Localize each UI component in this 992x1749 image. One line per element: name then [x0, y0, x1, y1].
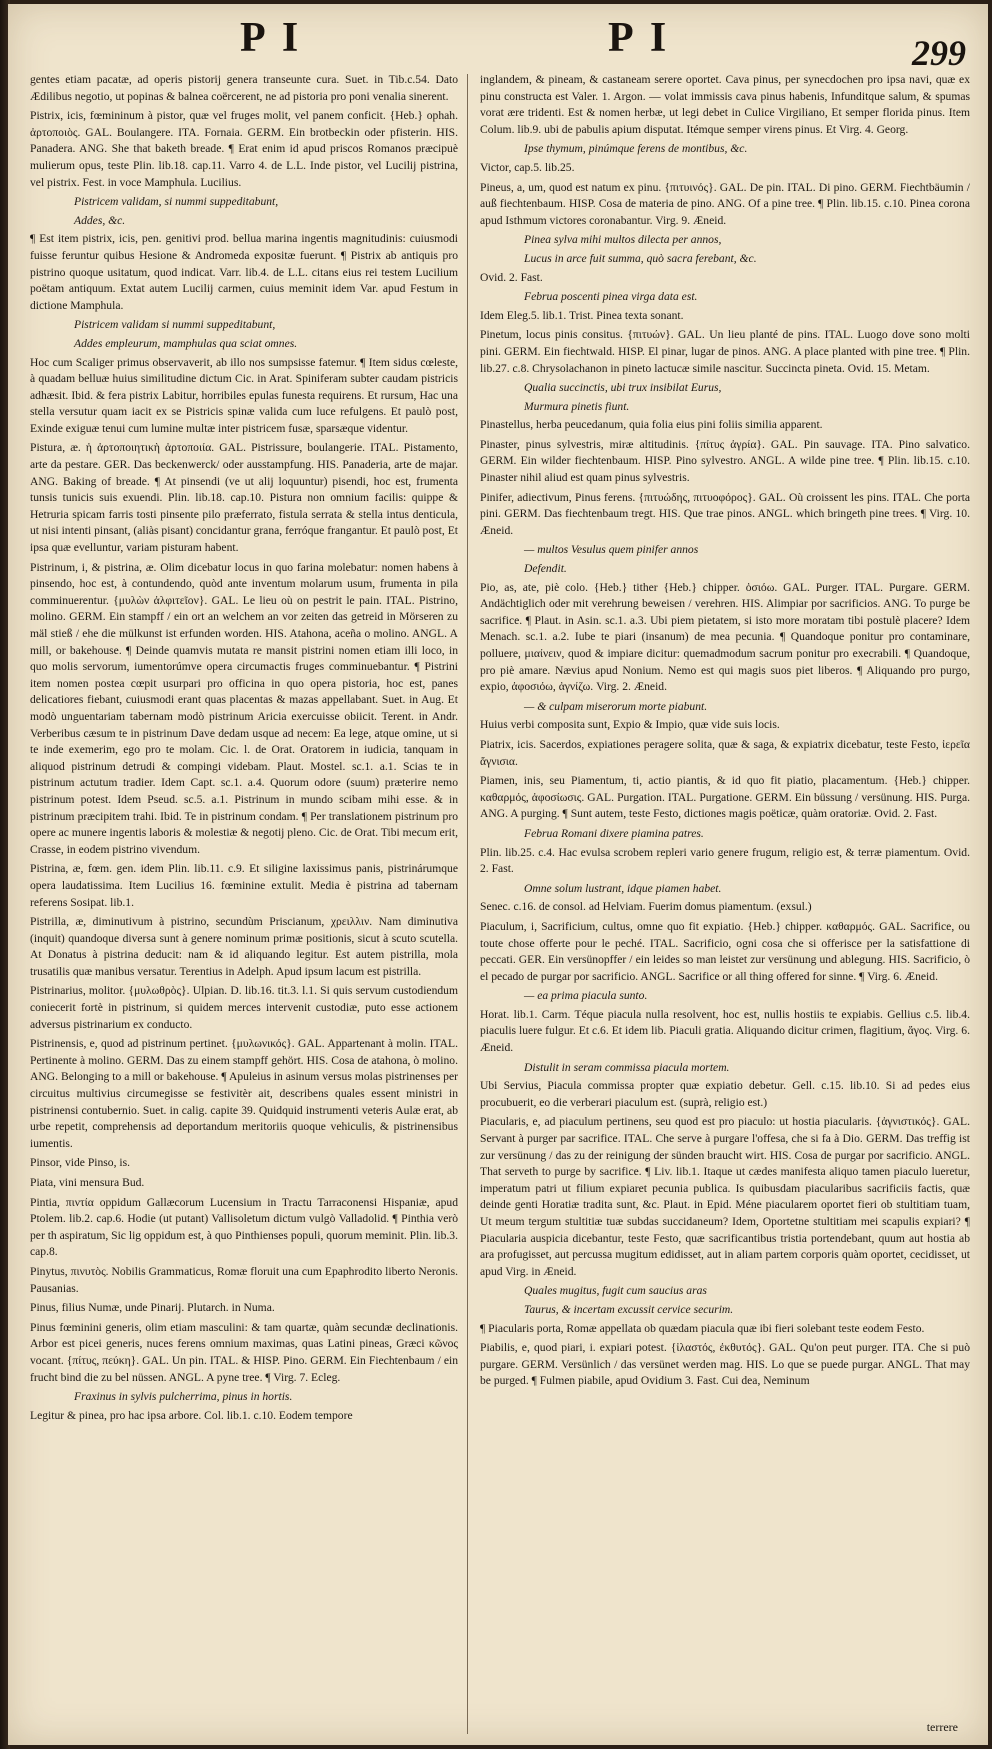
running-header-right: P I — [608, 15, 671, 61]
catchword: terrere — [926, 1720, 958, 1734]
dictionary-entry: Piacularis, e, ad piaculum pertinens, seu quod est pro piaculo: ut hostia piacularis. {ἁγνιστικός}. GAL. Servant à purger par sacrifice. ITAL. Che serve à purgare l'offesa, che si fa à Dio. GERM. Das treffig ist zur versünung / das zu der reinigung der sünden braucht wirt. HIS. Cosa de purgar por sacrificio. ANGL. That serveth to purge by sacrifice. ¶ Liv. lib.1. Itaque ut cædes manifesta aliquo tamen piaculo lueretur, imperatum patri ut filium expiaret pecunia publica. Is quibusdam piacularibus sacrificiis factis, quæ deinde genti Horatiæ tradita sunt, &c. Plaut. in Epid. Méne piacularem oportet fieri ob stultitiam tuam, Ut meum tergum stultitiæ tuæ subdas succidaneum? Idem, Oportetne stultitiam mei scapulis expiari? ¶ Piacularia auspicia dicebantur, teste Festo, quæ sacrificantibus tristia portendebant, quum aut hostia ab ara profugisset, aut percussa mugitum edidisset, aut in aliam partem corporis quàm oportet, cecidisset, ut apud Virg. in Æneid. — [480, 1115, 970, 1278]
dictionary-entry: Pistrinum, i, & pistrina, æ. Olim dicebatur locus in quo farina molebatur: nomen habens à pinsendo, hoc est, à contundendo, quòd ante inventum molarum usum, frumenta in pila comminuerentur. {μυλὼν ἀλφιτεῖον}. GAL. Le lieu où on pestrit le pain. ITAL. Pistrino, molino. GERM. Ein stampff / ein ort an welchem an vor zeiten das getreid in Mörseren zu mäl stieß / ehe die mülkunst ist erfunden worden. HIS. Atahona, aceña o molino. ANGL. A mill, or bakehouse. ¶ Deinde quamvis mutata re mansit pistrini nomen etiam illi loco, in quo molis servorum, iumentorúmve opera circumactis fruges comminuebantur. ¶ Pistrini item nomen postea cœpit usurpari pro officina in quo opera pistoria, hoc est, panes delicatiores fiebant, cuiusmodi erant quas placentas & mazas appellabant. Suet. in Aug. Et modò unguentariam tabernam modò pistrinum Aricia exercuisse obiicit. Terent. in Andr. Verberibus cæsum te in pistrinum Dave dedam usque ad necem: Ea lege, atque omine, ut si te inde exemerim, ego pro te molam. Cic. l. de Orat. Oratorem in iudicia, tanquam in aliquod pistrinum detrudi & compingi videbam. Plaut. Mostel. sc.1. a.1. Scias te in pistrinum actutum tradier. Idem Capt. sc.1. a.4. Quorum odore (suum) præterire nemo pistrinum potest. Idem Pseud. sc.5. a.1. Pistrinum in mundo scibam mihi esse. & in pistrinum præcipitem trahi. Ibid. Te in pistrinum condam. ¶ Per translationem pistrinum pro opere ac munere ingentis laboris & molestiæ & negotij pleno. Cic. de Orat. Tibi mecum erit, Crasse, in eodem pistrino vivendum. — [30, 560, 458, 856]
dictionary-entry: Pinastellus, herba peucedanum, quia folia eius pini foliis similia apparent. — [480, 418, 823, 432]
dictionary-page — [8, 4, 988, 1745]
dictionary-entry: Hoc cum Scaliger primus observaverit, ab illo nos sumpsisse fatemur. ¶ Item sidus cœleste, à quadam belluæ huius similitudine dictum Cic. in Arat. Spiniferam subter caudam pistricis adhæsit. Ibid. & fera pistrix Labitur, horribiles epulas funesta requirens. Et rursum, Hac una stella versutur quam iacit ex se Pistricis spinæ valida cum luce refulgens. Et paulò post, Exinde exiguæ tenui cum lumine multæ inter pistricem fusæ, sparsæque videntur. — [30, 355, 458, 435]
running-header-left: P I — [240, 15, 303, 61]
dictionary-entry: Pineus, a, um, quod est natum ex pinu. {πιτυινός}. GAL. De pin. ITAL. Di pino. GERM. Fiechtbäumin / auß fiechtenbaum. HISP. Cosa de materia de pino. ANG. Of a pine tree. ¶ Plin. lib.15. c.10. Pinea corona apud Isthmum victores coronabantur. Virg. 9. Æneid. — [480, 180, 970, 227]
dictionary-entry: Pinetum, locus pinis consitus. {πιτυών}. GAL. Un lieu planté de pins. ITAL. Luogo dove sono molti pini. GERM. Ein fiechtwald. HISP. El pinar, lugar de pinos. ANG. A place planted with pine tree. ¶ Plin. lib.27. c.8. Chrysolachanon in pineto lactucæ simile nascitur. Succincta pineta. Ovid. 15. Metam. — [480, 328, 970, 375]
left-column — [30, 72, 458, 1742]
verse-quote: Distulit in seram commissa piacula mortem. — [524, 1060, 730, 1074]
dictionary-entry: Pistrina, æ, fœm. gen. idem Plin. lib.11. c.9. Et siligine laxissimus panis, pistrinárumque opera laudatissima. Item Lucilius 16. fœminine extulit. Media è pistrina ad tabernam referens Sosipat. lib.1. — [30, 862, 458, 909]
verse-quote: Fraxinus in sylvis pulcherrima, pinus in hortis. — [74, 1390, 293, 1404]
verse-quote: Addes, &c. — [74, 213, 126, 227]
verse-quote: Omne solum lustrant, idque piamen habet. — [524, 881, 722, 895]
verse-quote: Februa poscenti pinea virga data est. — [524, 290, 698, 304]
dictionary-entry: Huius verbi composita sunt, Expio & Impio, quæ vide suis locis. — [480, 718, 780, 732]
dictionary-entry: Ovid. 2. Fast. — [480, 270, 543, 284]
dictionary-entry: Pistrilla, æ, diminutivum à pistrino, secundùm Priscianum, χρειλλιν. Nam diminutiva (inquit) quandoque diversa sunt à genere nominum primæ positionis, sicut à scuto scutella. At Donatus à pistrina deducit: nam & id aliquando legitur. Est autem pistrilla, mola trusatilis quæ manibus versatur. Terentius in Adelph. Apud ipsum lacum est pistrilla. — [30, 915, 458, 978]
verse-quote: Lucus in arce fuit summa, quò sacra ferebant, &c. — [524, 251, 757, 265]
verse-quote: — & culpam miserorum morte piabunt. — [524, 699, 708, 713]
dictionary-entry: Pinsor, vide Pinso, is. — [30, 1156, 131, 1170]
dictionary-entry: Piatrix, icis. Sacerdos, expiationes peragere solita, quæ & saga, & expiatrix dicebatur, teste Festo, ἱερεῖα ἄγνισια. — [480, 737, 970, 768]
dictionary-entry: Plin. lib.25. c.4. Hac evulsa scrobem repleri vario genere frugum, religio est, & terræ piamentum. Ovid. 2. Fast. — [480, 845, 970, 876]
verse-quote: Pinea sylva mihi multos dilecta per annos, — [524, 233, 722, 247]
dictionary-entry: Pistrix, icis, fœmininum à pistor, quæ vel fruges molit, vel panem conficit. {Heb.} ophah. ἀρτοποιὸς. GAL. Boulangere. ITA. Fornaia. GERM. Ein brotbeckin oder pfisterin. HIS. Panadera. ANG. She that baketh breade. ¶ Erat enim id apud priscos Romanos præcipuè mulierum opus, teste Plin. lib.18. cap.11. Varro 4. de L.L. Inde pistor, vel Lucilij pistrina, vel pistrix. Fest. in voce Mamphula. Lucilius. — [30, 109, 458, 189]
verse-quote: Pistricem validam si nummi suppeditabunt, — [74, 318, 276, 332]
dictionary-entry: Pio, as, ate, piè colo. {Heb.} tither {Heb.} chipper. ὁσιόω. GAL. Purger. ITAL. Purgare. GERM. Andächtiglich oder mit verehrung beweisen / verehren. HIS. Alimpiar por sacrificios. ANG. To purge be sacrifice. ¶ Plaut. in Asin. sc.1. a.3. Ubi piem pietatem, si isto more moratam tibi postulè placere? Idem Menach. sc.1. a.2. Iube te piari (insanum) de mea pecunia. ¶ Quandoque ponitur pro contaminare, polluere, μιαίνειν, quod & impiare dicitur: quemadmodum sacrum ponitur pro execrabili. ¶ Quandoque, pro piè amare. Nævius apud Nonium. Nemo est qui magis suos piet liberos. ¶ Aliquando pro purgo, expio, ἀφοσιόω, ἁγνίζω. Virg. 2. Æneid. — [480, 580, 970, 694]
dictionary-entry: Pinifer, adiectivum, Pinus ferens. {πιτυώδης, πιτυοφόρος}. GAL. Où croissent les pins. ITAL. Che porta pini. GERM. Das fiechtenbaum tregt. HIS. Que trae pinos. ANGL. which bringeth pine trees. ¶ Virg. 10. Æneid. — [480, 490, 970, 537]
dictionary-entry: Idem Eleg.5. lib.1. Trist. Pinea texta sonant. — [480, 308, 684, 322]
verse-quote: Quales mugitus, fugit cum saucius aras — [524, 1284, 707, 1298]
verse-quote: Murmura pinetis fiunt. — [524, 399, 630, 413]
dictionary-entry: Ubi Servius, Piacula commissa propter quæ expiatio debetur. Gell. c.15. lib.10. Si ad pedes eius procubuerit, eo die verberari piaculum est. (suprà, religio est.) — [480, 1079, 970, 1109]
dictionary-entry: Pinus fœminini generis, olim etiam masculini: & tam quartæ, quàm secundæ declinationis. Arbor est picei generis, nuces ferens omnium maximas, quas Latini pineas, Græci κῶνος vocant. {πίτυς, πεύκη}. GAL. Un pin. ITAL. & HISP. Pino. GERM. Ein Fiechtenbaum / ein frucht bind die zu bel nüssen. ANGL. A pyne tree. ¶ Virg. 7. Ecleg. — [30, 1320, 458, 1384]
dictionary-entry: inglandem, & pineam, & castaneam serere oportet. Cava pinus, per synecdochen pro ipsa navi, quæ ex pinu constructa est Valer. 1. Argon. — volat immissis cava pinus habenis, Infunditque salum, & spumas vorat ære tridenti. Est & nomen herbæ, ut legi debet in Culice Virgiliano, Et semper florida pinus. Item Colum. lib.9. ubi de pabulis apium disputat. Itémque semper virens pinus. Et Virg. 4. Georg. — [480, 73, 970, 136]
dictionary-entry: Piaculum, i, Sacrificium, cultus, omne quo fit expiatio. {Heb.} chipper. καθαρμός. GAL. Sacrifice, ou toute chose offerte pour le peché. ITAL. Sacrificio, ogni cosa che si offerisce per la satisfattione di peccati. GER. Ein versünopffer / ein leides so man leistet zur versünung und ablegung. HIS. Sacrificio, ò el pecado de purgar por sacrificio. ANGL. Sacrifice or all thing offered for sinne. ¶ Virg. 6. Æneid. — [480, 919, 970, 983]
dictionary-entry: Pistrinarius, molitor. {μυλωθρὸς}. Ulpian. D. lib.16. tit.3. l.1. Si quis servum custodiendum coniecerit fortè in pistrinum, si quidem merces intervenit custodiæ, puto esse actionem adversus pistrinarium ex conducto. — [30, 984, 458, 1031]
dictionary-entry: ¶ Piacularis porta, Romæ appellata ob quædam piacula quæ ibi fieri solebant teste eodem Festo. — [480, 1321, 925, 1335]
dictionary-entry: Pinaster, pinus sylvestris, miræ altitudinis. {πίτυς ἀγρία}. GAL. Pin sauvage. ITA. Pino salvatico. GERM. Ein wilder fiechtenbaum. HISP. Pino sylvestro. ANGL. A wilde pine tree. ¶ Plin. lib.15. c.10. Pinaster nihil aliud est quam pinus sylvestris. — [480, 437, 970, 485]
column-divider — [467, 74, 468, 1734]
verse-quote: Pistricem validam, si nummi suppeditabunt, — [74, 195, 279, 209]
dictionary-entry: Piata, vini mensura Bud. — [30, 1176, 145, 1189]
dictionary-entry: Pintia, πιντία oppidum Gallæcorum Lucensium in Tractu Tarraconensi Hispaniæ, apud Ptolem. lib.2. cap.6. Hodie (ut putant) Vallisoletum dictum vulgò Valladolid. ¶ Pinthia verò per th aspiratum, Sic lig oppidum est, à quo Pinthienses populi, quorum meminit. Plin. lib.3. cap.8. — [30, 1195, 458, 1259]
dictionary-entry: Victor, cap.5. lib.25. — [480, 160, 575, 174]
dictionary-entry: Legitur & pinea, pro hac ipsa arbore. Col. lib.1. c.10. Eodem tempore — [30, 1408, 353, 1422]
dictionary-entry: Piamen, inis, seu Piamentum, ti, actio piantis, & id quo fit piatio, placamentum. {Heb.} chipper. καθαρμός, ἀφοσίωσις. GAL. Purgation. ITAL. Purgatione. GERM. Ein büssung / versünung. HIS. Purga. ANG. A purging. ¶ Sunt autem, teste Festo, dictiones magis poëticæ, quàm oratoriæ. Ovid. 2. Fast. — [480, 774, 970, 821]
dictionary-entry: Pistura, æ. ἡ ἀρτοποιητικὴ ἀρτοποιία. GAL. Pistrissure, boulangerie. ITAL. Pistamento, arte da pestare. GER. Das beckenwerck/ oder ausstampfung. HIS. Panaderia, arte de majar. ANG. Baking of breade. ¶ At pinsendi (ve ut alij loquuntur) pisendi, hoc est, frumenta tunsis tunicis suis exuendi. Plin. lib.18. cap.10. Pistura non omnium facilis: quippe & Hetruria spicam farris tosti pinsente pilo præferrato, fistula serrata & stella intus denticula, ut nisi intenti pinsant, (aliàs pisant) concidantur grana, ferróque frangantur. Et paulò post, Et ipsa quæ evelluntur, variam pisturam habent. — [30, 441, 458, 555]
dictionary-entry: ¶ Est item pistrix, icis, pen. genitivi prod. bellua marina ingentis magnitudinis: cuiusmodi fuisse feruntur quibus Hesione & Andromeda expositæ fuerunt. ¶ Pistrix ab antiquis pro pistrino quoque usitatum, quod indicat. Varr. lib.4. de L.L. citans eius rei testem Lucilium poëtam antiquum. Extat autem Lucilij carmen, cuius meminit idem Var. apud Festum in dictione Mamphula. — [30, 232, 458, 312]
verse-quote: Addes empleurum, mamphulas qua sciat omnes. — [74, 336, 298, 350]
dictionary-entry: Pinus, filius Numæ, unde Pinarij. Plutarch. in Numa. — [30, 1301, 275, 1315]
verse-quote: Qualia succinctis, ubi trux insibilat Eurus, — [524, 381, 722, 395]
dictionary-entry: Piabilis, e, quod piari, i. expiari potest. {ἱλαστός, ἐκθυτός}. GAL. Qu'on peut purger. ITA. Che si può purgare. GERM. Versünlich / das versünet werden mag. HIS. Lo que se puede purgar. ANGL. That may be purged. ¶ Fulmen piabile, apud Ovidium 3. Fast. Cui dea, Neminum — [480, 1341, 970, 1388]
dictionary-entry: Pinytus, πινυτὸς. Nobilis Grammaticus, Romæ floruit una cum Epaphrodito liberto Neronis. Pausanias. — [30, 1264, 458, 1295]
right-column — [480, 72, 970, 1742]
verse-quote: Ipse thymum, pinúmque ferens de montibus, &c. — [524, 142, 748, 156]
page-number: 299 — [912, 33, 966, 73]
verse-quote: — multos Vesulus quem pinifer annos — [524, 543, 699, 557]
verse-quote: Defendit. — [524, 562, 567, 576]
verse-quote: Februa Romani dixere piamina patres. — [524, 826, 704, 840]
dictionary-entry: Senec. c.16. de consol. ad Helviam. Fuerim domus piamentum. (exsul.) — [480, 900, 812, 914]
dictionary-entry: gentes etiam pacatæ, ad operis pistorij genera transeunte cura. Suet. in Tib.c.54. Dato Ædilibus negotio, ut popinas & balnea coërcerent, ne ad pistoria pro poni venalia sinerent. — [30, 73, 458, 103]
dictionary-entry: Horat. lib.1. Carm. Téque piacula nulla resolvent, hoc est, nullis hostiis te expiabis. Gellius c.5. lib.4. piaculis luere fulgur. Et c.6. Et idem lib. Piaculi gratia. Aliquando dicitur crimen, flagitium, ἄγος. Virg. 6. Æneid. — [480, 1007, 970, 1055]
verse-quote: Taurus, & incertam excussit cervice securim. — [524, 1302, 734, 1316]
dictionary-entry: Pistrinensis, e, quod ad pistrinum pertinet. {μυλωνικός}. GAL. Appartenant à molin. ITAL. Pertinente à molino. GERM. Das zu einem stampff gehört. HIS. Cosa de atahona, ò molino. ANG. Belonging to a mill or bakehouse. ¶ Apuleius in asinum versus molas pistrinenses per circuitus multivius circumegisse se festivitèr ait, describens quales essent ministri in pistrinensi contubernio. Suet. in calig. capite 39. Quidquid instrumenti veteris Aulæ erat, ab urbe repetit, comprehensis ad deportandum meritoriis quoque vehiculis, & pistrinensibus iumentis. — [30, 1037, 458, 1150]
verse-quote: — ea prima piacula sunto. — [524, 989, 648, 1003]
